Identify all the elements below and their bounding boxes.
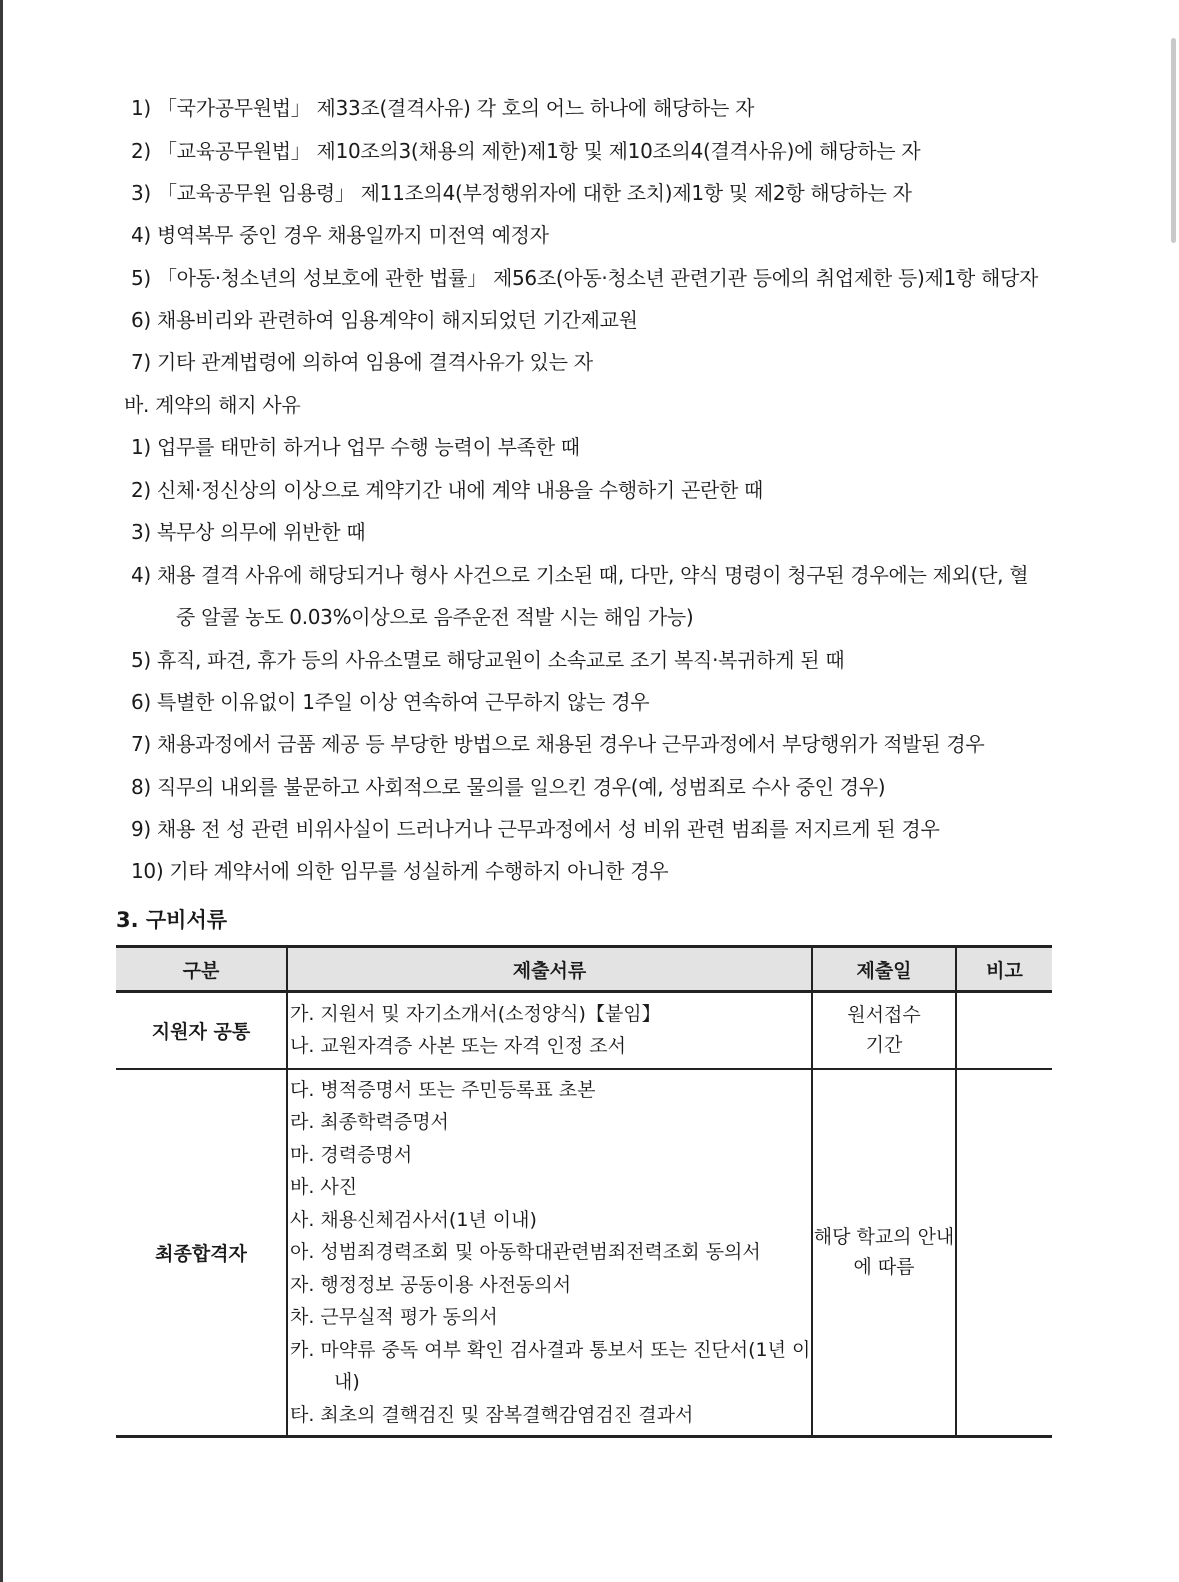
list-item: 5) 「아동·청소년의 성보호에 관한 법률」 제56조(아동·청소년 관련기관 등에의 취업제한 등)제1항 해당자 [131,266,1039,290]
table-header-row [116,947,1052,992]
list-item: 7) 기타 관계법령에 의하여 임용에 결격사유가 있는 자 [131,350,593,374]
document-item: 카. 마약류 중독 여부 확인 검사결과 통보서 또는 진단서(1년 이 [290,1338,811,1361]
table-row [116,992,1052,1069]
list-item: 10) 기타 계약서에 의한 임무를 성실하게 수행하지 아니한 경우 [131,859,669,883]
document-item: 가. 지원서 및 자기소개서(소정양식)【붙임】 [290,1002,661,1025]
date-cell [812,992,956,1069]
scrollbar-thumb[interactable] [1171,38,1176,243]
category-cell: 지원자 공통 [116,992,287,1069]
documents-cell [287,1069,812,1437]
document-item: 다. 병적증명서 또는 주민등록표 초본 [290,1078,596,1101]
list-item: 2) 신체·정신상의 이상으로 계약기간 내에 계약 내용을 수행하기 곤란한 때 [131,478,764,502]
header-category: 구분 [116,947,287,992]
list-item-continuation: 중 알콜 농도 0.03%이상으로 음주운전 적발 시는 해임 가능) [176,605,694,629]
list-item: 5) 휴직, 파견, 휴가 등의 사유소멸로 해당교원이 소속교로 조기 복직·복귀하게 된 때 [131,648,845,672]
list-item: 9) 채용 전 성 관련 비위사실이 드러나거나 근무과정에서 성 비위 관련 범죄를 저지르게 된 경우 [131,817,940,841]
list-item: 6) 특별한 이유없이 1주일 이상 연속하여 근무하지 않는 경우 [131,690,650,714]
table-row [116,1069,1052,1437]
list-item: 4) 채용 결격 사유에 해당되거나 형사 사건으로 기소된 때, 다만, 약식 명령이 청구된 경우에는 제외(단, 혈 [131,563,1029,587]
category-cell: 최종합격자 [116,1069,287,1437]
list-item: 1) 「국가공무원법」 제33조(결격사유) 각 호의 어느 하나에 해당하는 자 [131,96,755,120]
document-item-continuation: 내) [334,1371,360,1393]
document-item: 아. 성범죄경력조회 및 아동학대관련범죄전력조회 동의서 [290,1241,761,1263]
section-title: 3. 구비서류 [116,908,228,932]
header-note: 비고 [956,947,1052,992]
date-text: 원서접수 [847,1004,921,1027]
header-documents: 제출서류 [287,947,812,992]
list-item: 8) 직무의 내외를 불문하고 사회적으로 물의를 일으킨 경우(예, 성범죄로 수사 중인 경우) [131,775,886,799]
documents-cell [287,992,812,1069]
date-text: 기간 [865,1034,903,1057]
date-cell [812,1069,956,1437]
scrollbar[interactable] [1165,0,1179,1582]
document-item: 바. 사진 [290,1176,358,1198]
list-item: 3) 복무상 의무에 위반한 때 [131,520,366,544]
documents-table [116,945,1052,1438]
document-item: 나. 교원자격증 사본 또는 자격 인정 조서 [290,1035,626,1058]
list-item: 3) 「교육공무원 임용령」 제11조의4(부정행위자에 대한 조치)제1항 및 제2항 해당하는 자 [131,181,912,205]
document-item: 차. 근무실적 평가 동의서 [290,1306,498,1328]
document-item: 자. 행정정보 공동이용 사전동의서 [290,1273,572,1296]
list-item: 1) 업무를 태만히 하거나 업무 수행 능력이 부족한 때 [131,435,580,459]
document-item: 사. 채용신체검사서(1년 이내) [290,1208,537,1231]
list-item: 6) 채용비리와 관련하여 임용계약이 해지되었던 기간제교원 [131,308,638,332]
header-date: 제출일 [812,947,956,992]
subsection-heading: 바. 계약의 해지 사유 [124,393,301,417]
list-item: 7) 채용과정에서 금품 제공 등 부당한 방법으로 채용된 경우나 근무과정에서 부당행위가 적발된 경우 [131,732,985,756]
date-text: 해당 학교의 안내 [813,1226,955,1249]
list-item: 4) 병역복무 중인 경우 채용일까지 미전역 예정자 [131,223,549,247]
list-item: 2) 「교육공무원법」 제10조의3(채용의 제한)제1항 및 제10조의4(결격사유)에 해당하는 자 [131,139,921,163]
date-text: 에 따름 [853,1256,915,1279]
document-item: 마. 경력증명서 [290,1143,413,1166]
note-cell [956,1069,1052,1437]
document-item: 라. 최종학력증명서 [290,1111,449,1133]
page-edge [0,0,3,1582]
document-item: 타. 최초의 결핵검진 및 잠복결핵감염검진 결과서 [290,1403,694,1426]
note-cell [956,992,1052,1069]
